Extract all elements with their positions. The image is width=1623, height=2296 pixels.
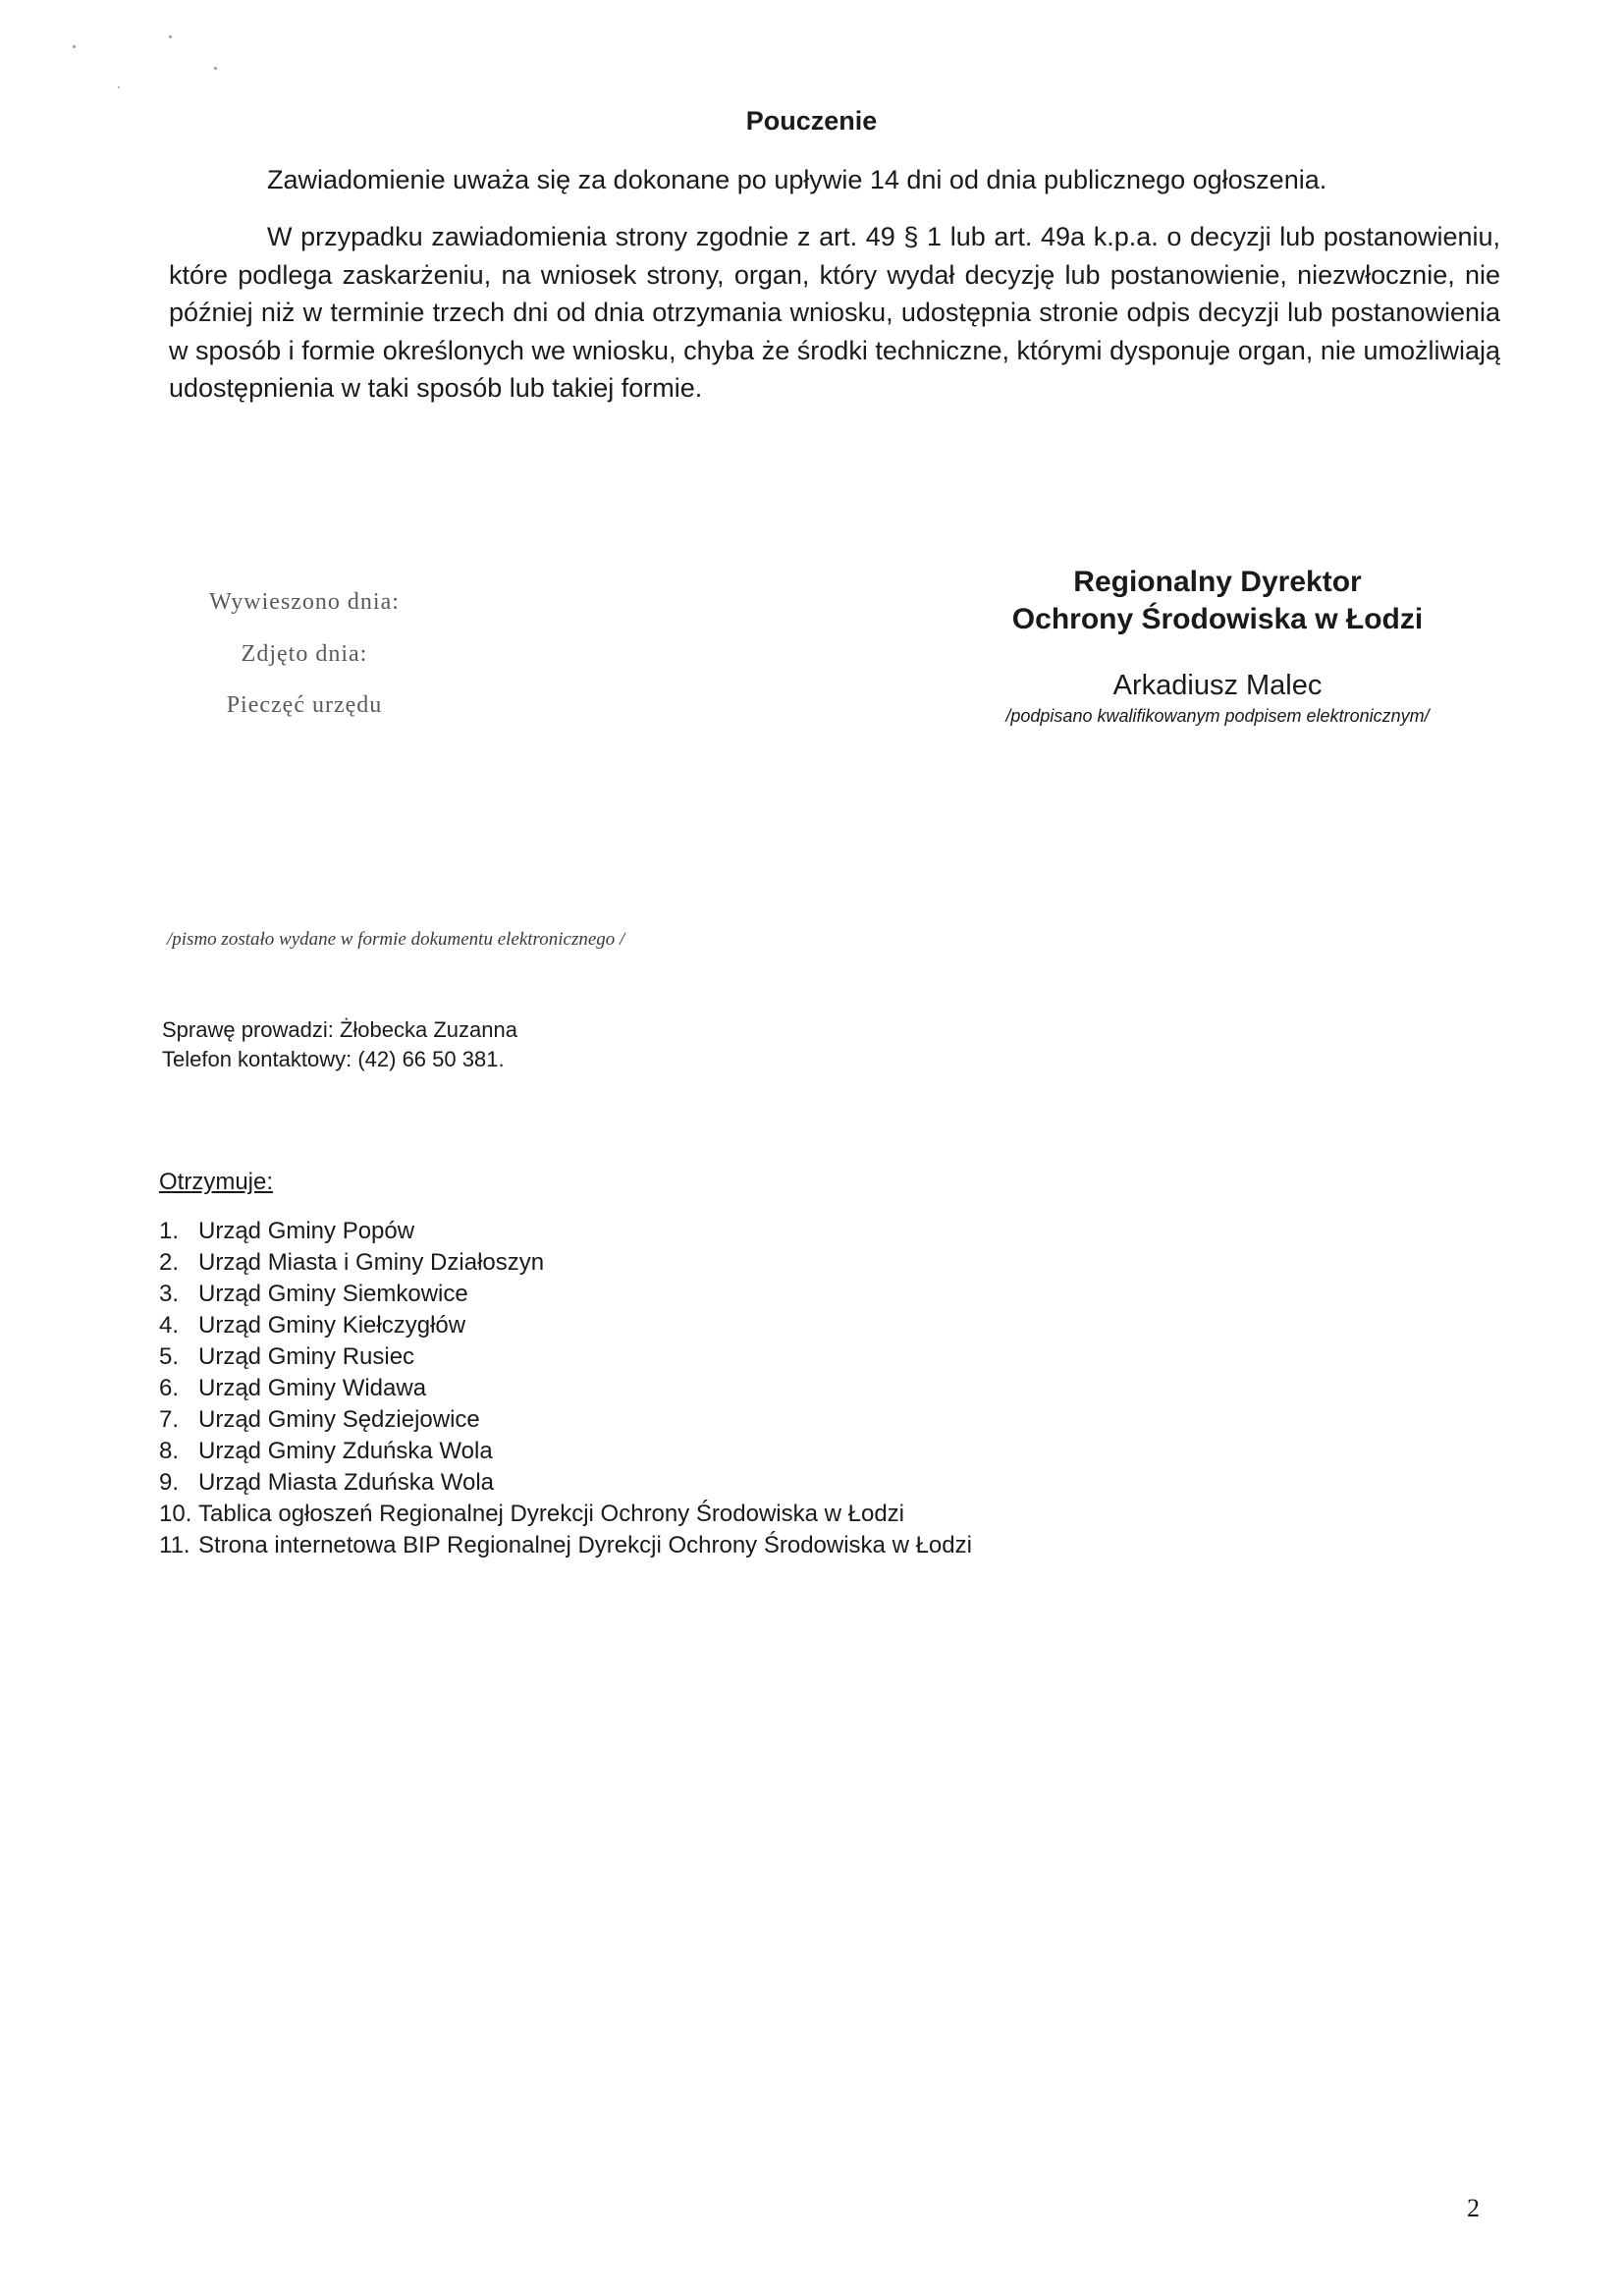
signatory-title-line1: Regionalny Dyrektor [1073,566,1362,598]
page-number: 2 [1467,2194,1480,2222]
list-item [159,1373,972,1404]
signature-block [923,564,1512,727]
case-handler: Sprawę prowadzi: Żłobecka Zuzanna [162,1017,517,1042]
list-item-text: Strona internetowa BIP Regionalnej Dyrekcji Ochrony Środowiska w Łodzi [198,1532,972,1558]
list-item-text: Urząd Gminy Widawa [198,1375,427,1401]
notice-paragraph-1: Zawiadomienie uważa się za dokonane po upływie 14 dni od dnia publicznego ogłoszenia. [267,165,1327,194]
list-item [159,1310,972,1341]
recipients-list [159,1216,972,1561]
list-item-number: 2. [159,1249,180,1276]
notice-paragraph-2: W przypadku zawiadomienia strony zgodnie z art. 49 § 1 lub art. 49a k.p.a. o decyzji lub postanowieniu, które podlega zaskarżeniu, na wniosek strony, organ, który wydał decyzję lub postanowienie, niezwłocznie, nie później niż w terminie trzech dni od dnia otrzymania wniosku, udostępnia stronie odpis decyzji lub postanowienia w sposób i formie określonych we wniosku, chyba że środki techniczne, którymi dysponuje organ, nie umożliwiają udostępnienia w taki sposób lub takiej formie. [169,222,1500,403]
list-item-text: Urząd Gminy Zduńska Wola [198,1438,493,1464]
stamp-seal-label: Pieczęć urzędu [226,692,383,718]
list-item-number: 1. [159,1218,180,1244]
list-item [159,1216,972,1247]
electronic-document-note: /pismo zostało wydane w formie dokumentu elektronicznego / [167,929,625,950]
list-item-text: Urząd Gminy Rusiec [198,1343,415,1370]
list-item-number: 9. [159,1469,180,1496]
list-item-number: 8. [159,1438,180,1464]
list-item [159,1436,972,1467]
list-item-text: Urząd Gminy Kiełczygłów [198,1312,466,1339]
list-item-text: Urząd Miasta Zduńska Wola [198,1469,495,1496]
list-item-text: Urząd Gminy Popów [198,1218,415,1244]
recipients-heading: Otrzymuje: [159,1169,274,1195]
page-title: Pouczenie [745,106,878,136]
list-item [159,1341,972,1373]
signatory-name: Arkadiusz Malec [1112,670,1323,701]
list-item-text: Urząd Gminy Sędziejowice [198,1406,480,1433]
list-item-number: 10. [159,1501,192,1527]
list-item-number: 4. [159,1312,180,1339]
stamp-posted-label: Wywieszono dnia: [209,589,400,615]
list-item [159,1279,972,1310]
signatory-title-line2: Ochrony Środowiska w Łodzi [1011,603,1424,635]
list-item-number: 5. [159,1343,180,1370]
list-item-number: 6. [159,1375,180,1401]
list-item-number: 11. [159,1532,190,1558]
contact-phone: Telefon kontaktowy: (42) 66 50 381. [162,1047,505,1071]
list-item-text: Urząd Gminy Siemkowice [198,1281,468,1307]
contact-block [162,1015,517,1074]
signature-note: /podpisano kwalifikowanym podpisem elektronicznym/ [1005,706,1430,726]
list-item-number: 7. [159,1406,180,1433]
list-item-number: 3. [159,1281,180,1307]
list-item [159,1499,972,1530]
list-item-text: Urząd Miasta i Gminy Działoszyn [198,1249,545,1276]
list-item [159,1404,972,1436]
list-item [159,1530,972,1561]
list-item-text: Tablica ogłoszeń Regionalnej Dyrekcji Ochrony Środowiska w Łodzi [198,1501,905,1527]
list-item [159,1467,972,1499]
stamp-removed-label: Zdjęto dnia: [241,641,368,667]
list-item [159,1247,972,1279]
